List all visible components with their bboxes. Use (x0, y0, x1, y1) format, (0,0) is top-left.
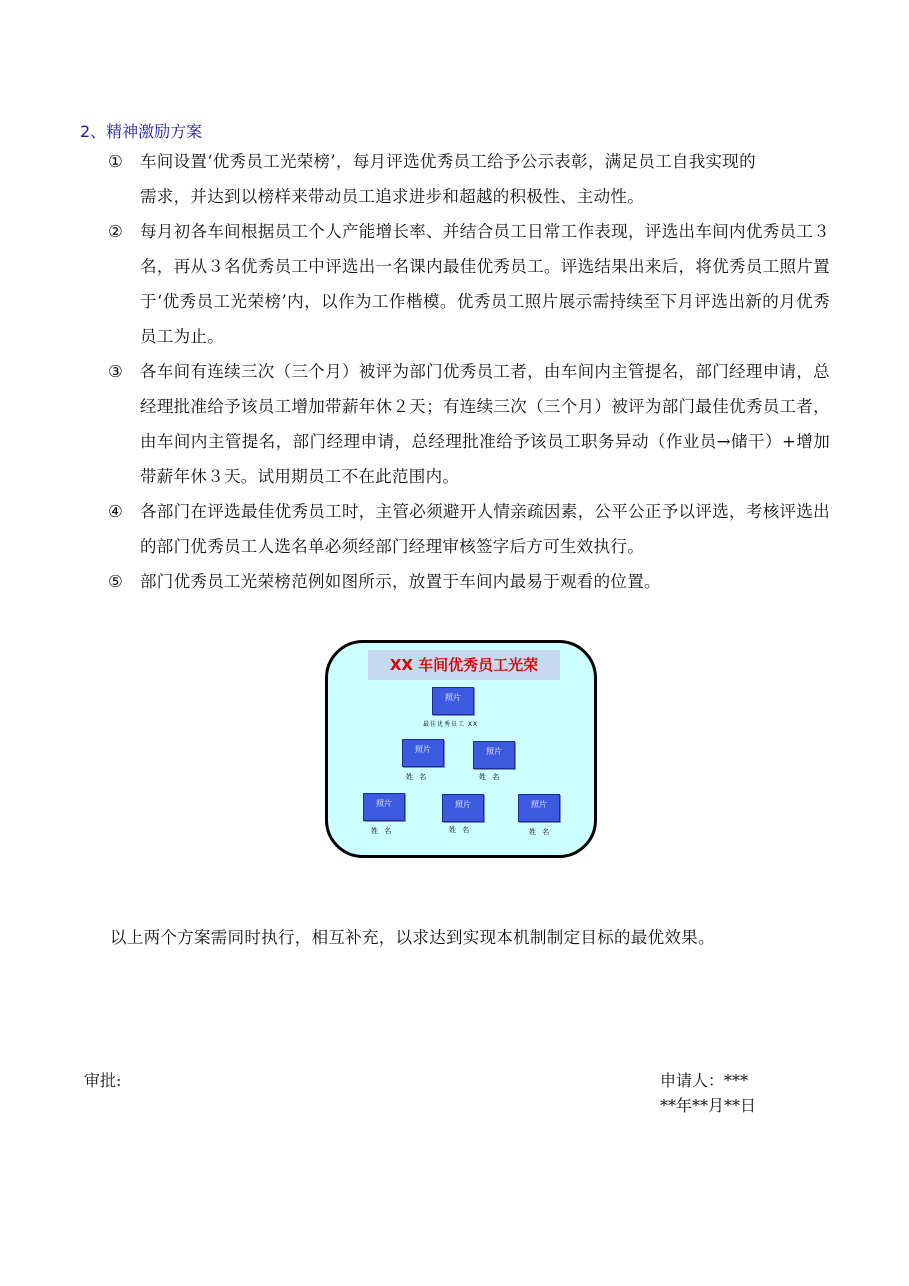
summary-text: 以上两个方案需同时执行，相互补充，以求达到实现本机制制定目标的最优效果。 (110, 928, 715, 947)
item-text: 部门优秀员工光荣榜范例如图所示，放置于车间内最易于观看的位置。 (140, 572, 661, 591)
photo-placeholder: 照片 (518, 794, 560, 822)
photo-placeholder: 照片 (363, 793, 405, 821)
item-text: 车间设置‘优秀员工光荣榜’，每月评选优秀员工给予公示表彰，满足员工自我实现的 (140, 152, 756, 171)
item-number: ⑤ (108, 572, 124, 591)
best-employee-caption: 最佳优秀员工 XX (423, 721, 479, 728)
photo-placeholder: 照片 (432, 687, 474, 715)
name-caption: 姓 名 (449, 826, 472, 834)
item-number: ② (108, 222, 124, 241)
honor-board-diagram (325, 640, 597, 858)
section-heading: 2、精神激励方案 (80, 122, 203, 141)
applicant-label: 申请人：*** (660, 1071, 749, 1090)
photo-placeholder: 照片 (402, 739, 444, 767)
date-label: **年**月**日 (660, 1096, 757, 1115)
list-item (108, 144, 830, 214)
photo-placeholder: 照片 (442, 794, 484, 822)
item-text: 每月初各车间根据员工个人产能增长率、并结合员工日常工作表现，评选出车间内优秀员工３名，再从３名优秀员工中评选出一名课内最佳优秀员工。评选结果出来后，将优秀员工照片置于‘优秀员工光荣榜’内，以作为工作楷模。优秀员工照片展示需持续至下月评选出新的月优秀员工为止。 (140, 222, 830, 346)
list-item (108, 214, 830, 354)
item-text: 需求，并达到以榜样来带动员工追求进步和超越的积极性、主动性。 (140, 187, 644, 206)
photo-placeholder: 照片 (473, 741, 515, 769)
item-text: 各部门在评选最佳优秀员工时，主管必须避开人情亲疏因素，公平公正予以评选，考核评选出的部门优秀员工人选名单必须经部门经理审核签字后方可生效执行。 (140, 502, 830, 556)
item-number: ③ (108, 362, 124, 381)
item-number: ① (108, 152, 124, 171)
incentive-list (108, 144, 830, 599)
item-number: ④ (108, 502, 124, 521)
approval-label: 审批: (84, 1071, 122, 1090)
list-item (108, 564, 830, 599)
list-item (108, 494, 830, 564)
name-caption: 姓 名 (479, 773, 502, 781)
list-item (108, 354, 830, 494)
item-text: 各车间有连续三次（三个月）被评为部门优秀员工者，由车间内主管提名，部门经理申请，总经理批准给予该员工增加带薪年休２天；有连续三次（三个月）被评为部门最佳优秀员工者，由车间内主管提名，部门经理申请，总经理批准给予该员工职务异动（作业员→储干）+增加带薪年休３天。试用期员工不在此范围内。 (140, 362, 830, 486)
name-caption: 姓 名 (406, 773, 429, 781)
board-title: XX 车间优秀员工光荣 (368, 650, 560, 680)
name-caption: 姓 名 (529, 828, 552, 836)
name-caption: 姓 名 (371, 827, 394, 835)
